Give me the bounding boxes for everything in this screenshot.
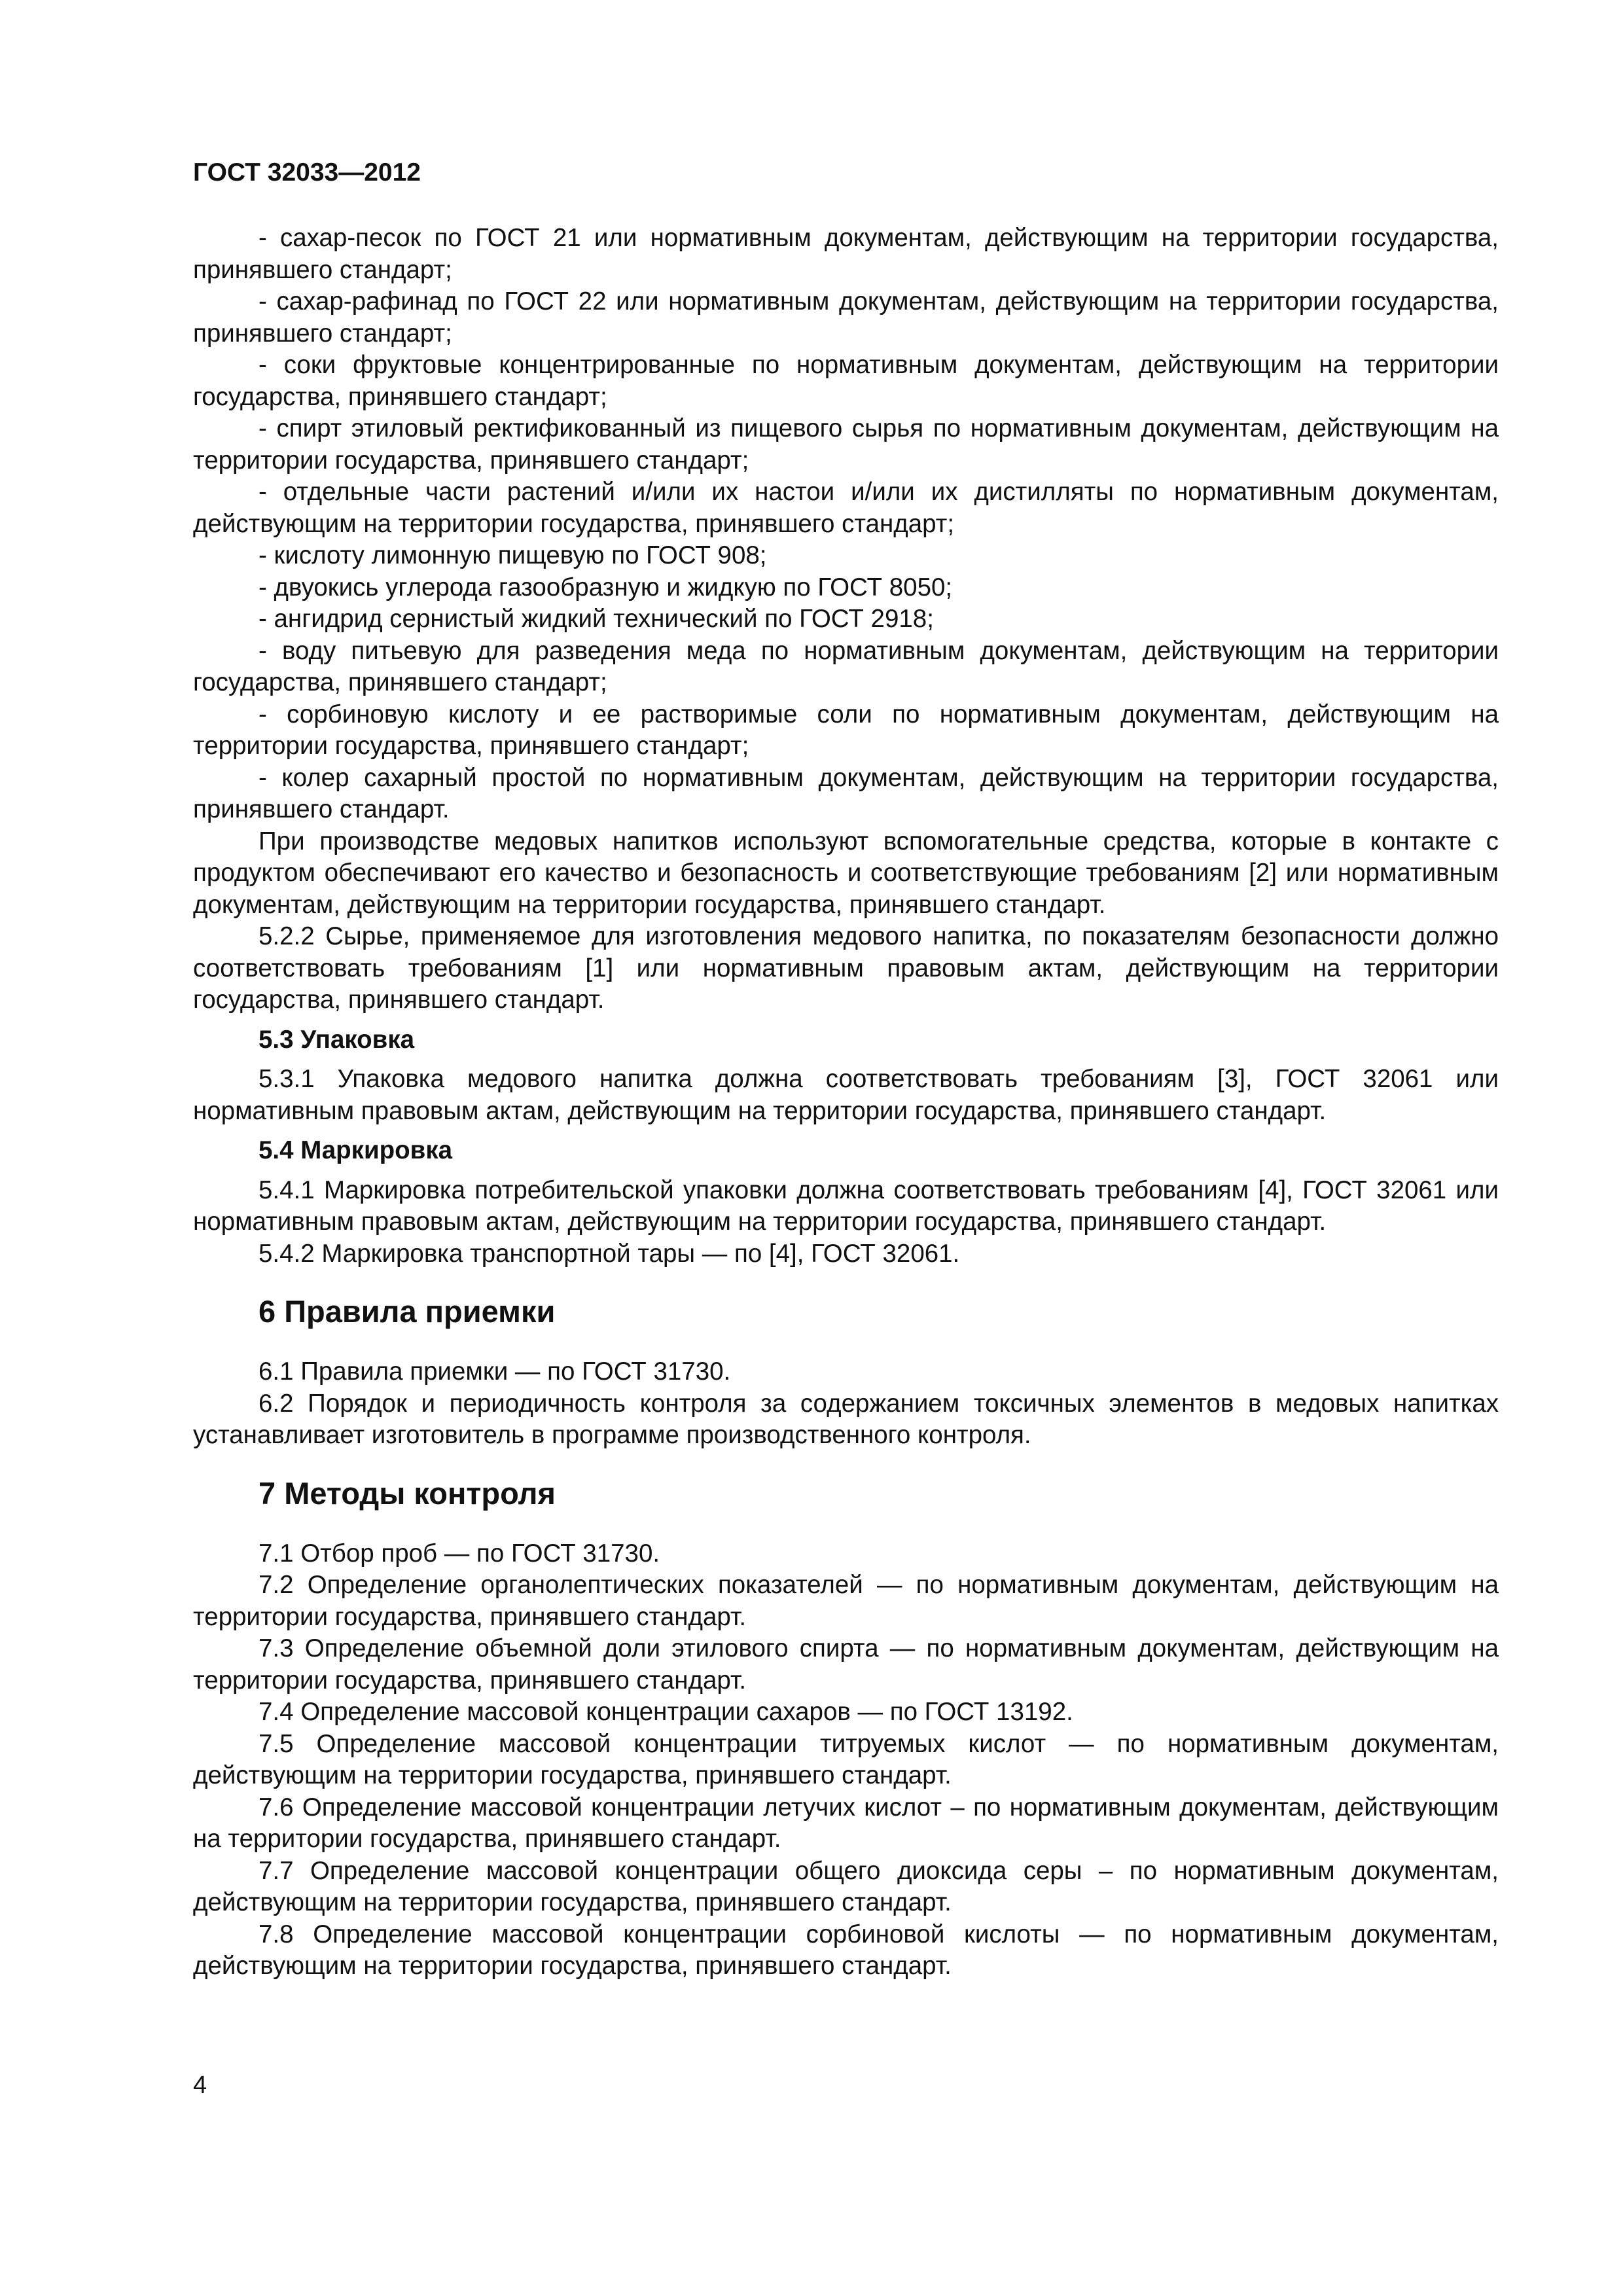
list-item: - воду питьевую для разведения меда по нормативным документам, действующим на территории государства, принявшего стандарт; [193,636,1499,696]
list-item: - соки фруктовые концентрированные по нормативным документам, действующим на территории государства, принявшего стандарт; [193,351,1499,411]
list-item: - сахар-рафинад по ГОСТ 22 или нормативным документам, действующим на территории государства, принявшего стандарт; [193,287,1499,348]
document-page [193,157,1499,1982]
paragraph-5-3-1: 5.3.1 Упаковка медового напитка должна соответствовать требованиям [3], ГОСТ 32061 или нормативным правовым актам, действующим на территории государства, принявшего стандарт. [193,1065,1499,1125]
document-code: ГОСТ 32033—2012 [193,158,421,187]
list-item: - сахар-песок по ГОСТ 21 или нормативным документам, действующим на территории государства, принявшего стандарт; [193,224,1499,284]
paragraph-7-8: 7.8 Определение массовой концентрации сорбиновой кислоты — по нормативным документам, действующим на территории государства, принявшего стандарт. [193,1920,1499,1980]
list-item: - отдельные части растений и/или их настои и/или их дистилляты по нормативным документам, действующим на территории государства, принявшего стандарт; [193,478,1499,538]
paragraph-7-1: 7.1 Отбор проб — по ГОСТ 31730. [259,1539,660,1568]
list-item: - спирт этиловый ректификованный из пищевого сырья по нормативным документам, действующим на территории государства, принявшего стандарт; [193,414,1499,475]
paragraph-7-6: 7.6 Определение массовой концентрации летучих кислот – по нормативным документам, действующим на территории государства, принявшего стандарт. [193,1793,1499,1853]
list-item: - ангидрид сернистый жидкий технический по ГОСТ 2918; [259,605,934,633]
list-item: - сорбиновую кислоту и ее растворимые соли по нормативным документам, действующим на территории государства, принявшего стандарт; [193,700,1499,760]
paragraph-7-5: 7.5 Определение массовой концентрации титруемых кислот — по нормативным документам, действующим на территории государства, принявшего стандарт. [193,1729,1499,1789]
section-title-acceptance-rules: 6 Правила приемки [259,1294,556,1329]
paragraph-7-2: 7.2 Определение органолептических показателей — по нормативным документам, действующим на территории государства, принявшего стандарт. [193,1571,1499,1631]
paragraph-6-1: 6.1 Правила приемки — по ГОСТ 31730. [259,1357,731,1386]
paragraph-auxiliary-means: При производстве медовых напитков используют вспомогательные средства, которые в контакте с продуктом обеспечивают его качество и безопасность и соответствующие требованиям [2] или нормативным документам, действующим на территории государства, принявшего стандарт. [193,827,1499,919]
paragraph-5-2-2: 5.2.2 Сырье, применяемое для изготовления медового напитка, по показателям безопасности должно соответствовать требованиям [1] или нормативным правовым актам, действующим на территории государства, принявшего стандарт. [193,922,1499,1014]
subsection-title-marking: 5.4 Маркировка [259,1136,453,1164]
list-item: - двуокись углерода газообразную и жидкую по ГОСТ 8050; [259,573,953,601]
paragraph-5-4-1: 5.4.1 Маркировка потребительской упаковки должна соответствовать требованиям [4], ГОСТ 32061 или нормативным правовым актам, действующим на территории государства, принявшего стандарт. [193,1175,1499,1236]
paragraph-7-4: 7.4 Определение массовой концентрации сахаров — по ГОСТ 13192. [259,1698,1073,1726]
subsection-title-packaging: 5.3 Упаковка [259,1025,414,1054]
list-item: - кислоту лимонную пищевую по ГОСТ 908; [259,541,767,569]
paragraph-6-2: 6.2 Порядок и периодичность контроля за содержанием токсичных элементов в медовых напитках устанавливает изготовитель в программе производственного контроля. [193,1389,1499,1449]
section-title-control-methods: 7 Методы контроля [259,1475,556,1511]
paragraph-7-7: 7.7 Определение массовой концентрации общего диоксида серы – по нормативным документам, действующим на территории государства, принявшего стандарт. [193,1856,1499,1916]
paragraph-5-4-2: 5.4.2 Маркировка транспортной тары — по [4], ГОСТ 32061. [259,1239,960,1268]
list-item: - колер сахарный простой по нормативным документам, действующим на территории государства, принявшего стандарт. [193,763,1499,823]
paragraph-7-3: 7.3 Определение объемной доли этилового спирта — по нормативным документам, действующим на территории государства, принявшего стандарт. [193,1634,1499,1695]
page-number: 4 [193,2072,207,2099]
